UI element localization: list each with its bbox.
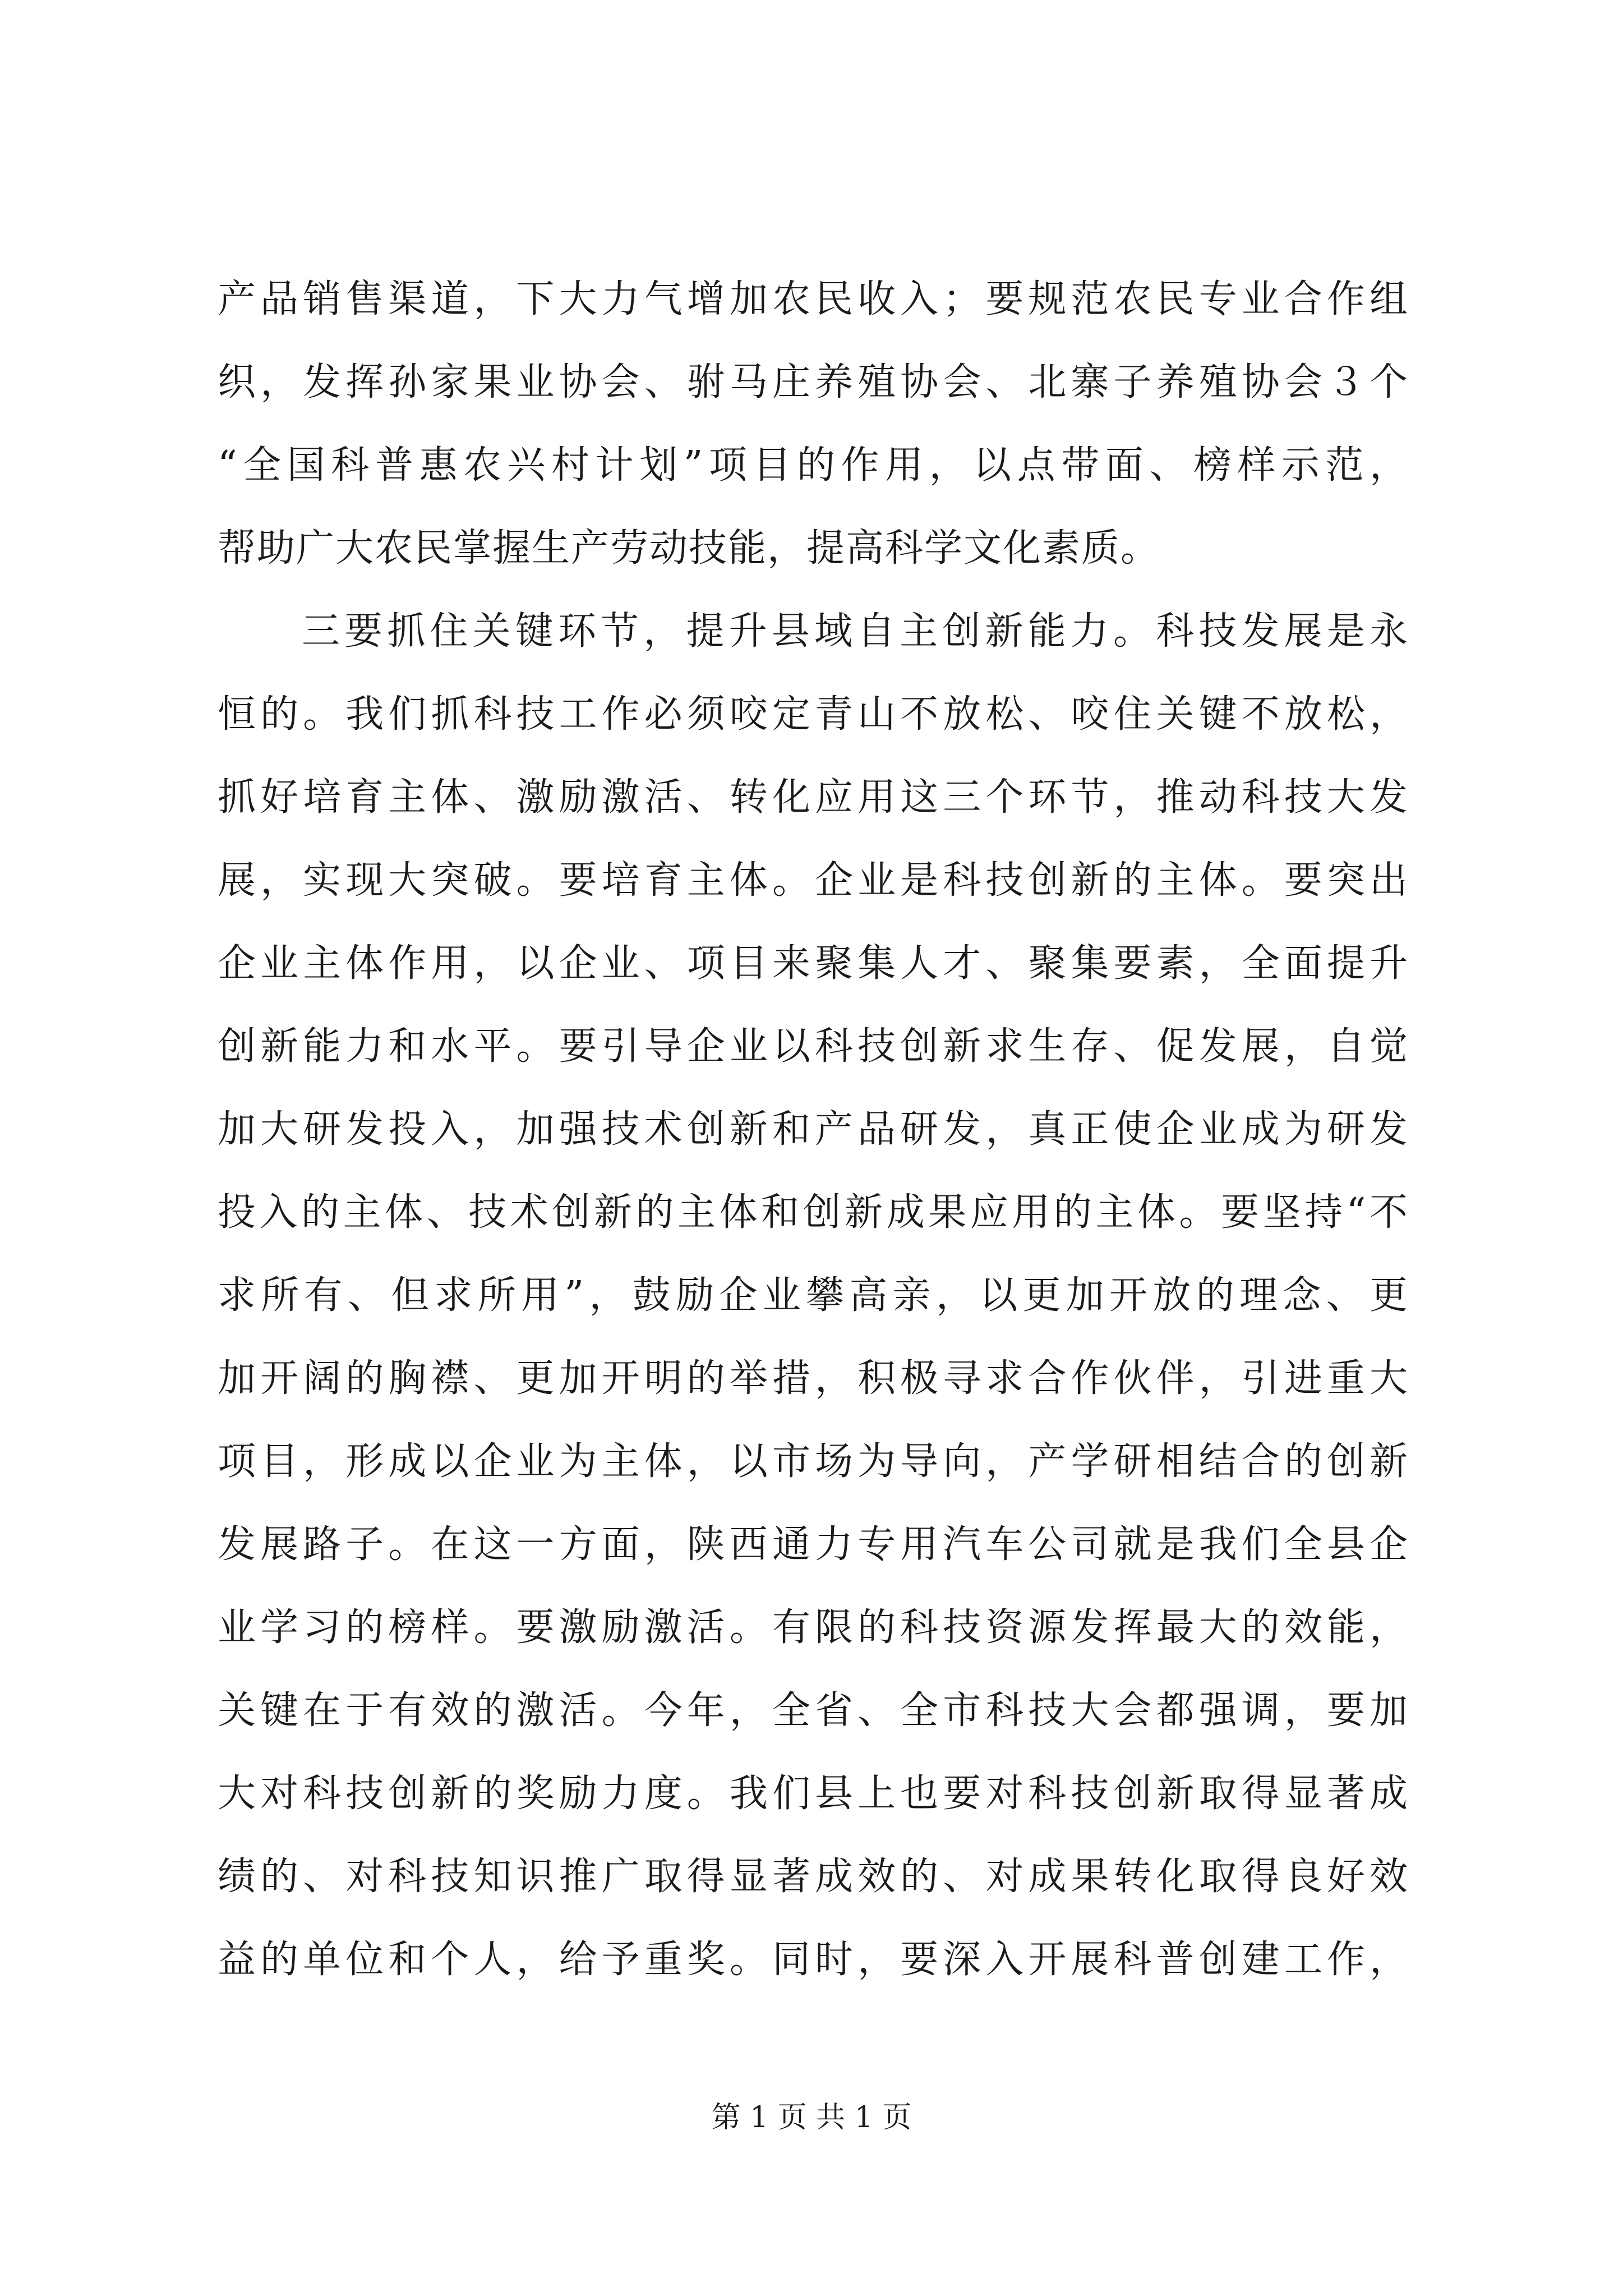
text-line: 大对科技创新的奖励力度。我们县上也要对科技创新取得显著成 xyxy=(218,1772,1409,1816)
text-line: 产品销售渠道，下大力气增加农民收入；要规范农民专业合作组 xyxy=(218,277,1409,321)
text-line: 项目，形成以企业为主体，以市场为导向，产学研相结合的创新 xyxy=(218,1439,1409,1484)
text-line: 投入的主体、技术创新的主体和创新成果应用的主体。要坚持“不 xyxy=(218,1190,1409,1235)
text-line: 展，实现大突破。要培育主体。企业是科技创新的主体。要突出 xyxy=(218,858,1409,903)
text-line: 业学习的榜样。要激励激活。有限的科技资源发挥最大的效能， xyxy=(218,1605,1409,1650)
document-body xyxy=(218,258,1409,2001)
text-line: 恒的。我们抓科技工作必须咬定青山不放松、咬住关键不放松， xyxy=(218,692,1409,737)
text-line: 帮助广大农民掌握生产劳动技能，提高科学文化素质。 xyxy=(218,526,1160,570)
text-line: 抓好培育主体、激励激活、转化应用这三个环节，推动科技大发 xyxy=(218,775,1409,820)
text-line: 求所有、但求所用”，鼓励企业攀高亲，以更加开放的理念、更 xyxy=(218,1273,1409,1318)
text-line: “全国科普惠农兴村计划”项目的作用，以点带面、榜样示范， xyxy=(218,443,1409,487)
paragraph-1 xyxy=(218,258,1409,590)
text-line: 三要抓住关键环节，提升县域自主创新能力。科技发展是永 xyxy=(302,609,1409,654)
text-line: 绩的、对科技知识推广取得显著成效的、对成果转化取得良好效 xyxy=(218,1855,1409,1899)
text-line: 关键在于有效的激活。今年，全省、全市科技大会都强调，要加 xyxy=(218,1688,1409,1733)
text-line: 加大研发投入，加强技术创新和产品研发，真正使企业成为研发 xyxy=(218,1107,1409,1152)
page-number-footer: 第 1 页 共 1 页 xyxy=(711,2101,912,2134)
paragraph-2 xyxy=(218,590,1409,2001)
text-line: 益的单位和个人，给予重奖。同时，要深入开展科普创建工作， xyxy=(218,1938,1409,1982)
text-line: 发展路子。在这一方面，陕西通力专用汽车公司就是我们全县企 xyxy=(218,1522,1409,1567)
text-line: 企业主体作用，以企业、项目来聚集人才、聚集要素，全面提升 xyxy=(218,941,1409,986)
text-line: 织，发挥孙家果业协会、驸马庄养殖协会、北寨子养殖协会３个 xyxy=(218,360,1409,404)
text-line: 创新能力和水平。要引导企业以科技创新求生存、促发展，自觉 xyxy=(218,1024,1409,1069)
text-line: 加开阔的胸襟、更加开明的举措，积极寻求合作伙伴，引进重大 xyxy=(218,1356,1409,1401)
